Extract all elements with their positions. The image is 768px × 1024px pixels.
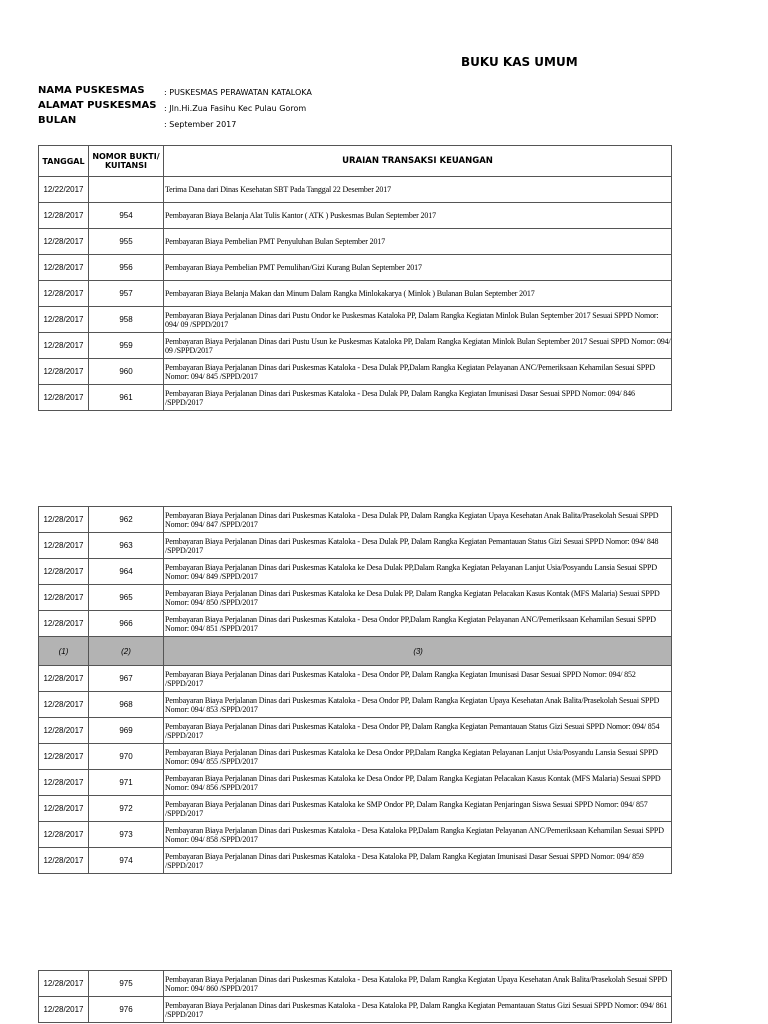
cell-number: 959 xyxy=(89,333,164,359)
ledger-table-block3 xyxy=(38,970,672,1023)
cell-number: 956 xyxy=(89,255,164,281)
info-value-nama: : PUSKESMAS PERAWATAN KATALOKA xyxy=(164,88,312,97)
table-row xyxy=(39,666,672,692)
cell-number: 963 xyxy=(89,533,164,559)
cell-description: Pembayaran Biaya Perjalanan Dinas dari Puskesmas Kataloka - Desa Kataloka PP, Dalam Rangka Kegiatan Imunisasi Dasar Sesuai SPPD Nomor: 094/ 859 /SPPD/2017 xyxy=(164,848,672,874)
cell-description: Pembayaran Biaya Perjalanan Dinas dari Puskesmas Kataloka - Desa Ondor PP, Dalam Rangka Kegiatan Upaya Kesehatan Anak Balita/Prasekolah Sesuai SPPD Nomor: 094/ 853 /SPPD/2017 xyxy=(164,692,672,718)
cell-description: Pembayaran Biaya Perjalanan Dinas dari Pustu Usun ke Puskesmas Kataloka PP, Dalam Rangka Kegiatan Minlok Bulan September 2017 Sesuai SPPD Nomor: 094/ 09 /SPPD/2017 xyxy=(164,333,672,359)
ledger-rows xyxy=(39,507,672,637)
cell-description: Pembayaran Biaya Pembelian PMT Penyuluhan Bulan September 2017 xyxy=(164,229,672,255)
table-row xyxy=(39,848,672,874)
cell-date: 12/28/2017 xyxy=(39,559,89,585)
ledger-rows xyxy=(39,971,672,1023)
table-row xyxy=(39,744,672,770)
ledger-table-block2 xyxy=(38,506,672,874)
table-row xyxy=(39,971,672,997)
cell-number: 966 xyxy=(89,611,164,637)
table-row xyxy=(39,507,672,533)
header-date: TANGGAL xyxy=(39,146,89,177)
cell-date: 12/28/2017 xyxy=(39,359,89,385)
table-row xyxy=(39,692,672,718)
cell-number: 970 xyxy=(89,744,164,770)
document-title: BUKU KAS UMUM xyxy=(461,55,578,69)
cell-date: 12/22/2017 xyxy=(39,177,89,203)
table-row xyxy=(39,997,672,1023)
cell-description: Pembayaran Biaya Perjalanan Dinas dari Puskesmas Kataloka - Desa Kataloka PP,Dalam Rangka Kegiatan Pelayanan ANC/Pemeriksaan Kehamilan Sesuai SPPD Nomor: 094/ 858 /SPPD/2017 xyxy=(164,822,672,848)
table-row xyxy=(39,822,672,848)
table-row xyxy=(39,796,672,822)
cell-number: 975 xyxy=(89,971,164,997)
cell-date: 12/28/2017 xyxy=(39,611,89,637)
cell-date: 12/28/2017 xyxy=(39,307,89,333)
cell-date: 12/28/2017 xyxy=(39,997,89,1023)
table-row xyxy=(39,229,672,255)
cell-number: 971 xyxy=(89,770,164,796)
cell-description: Pembayaran Biaya Perjalanan Dinas dari Puskesmas Kataloka - Desa Dulak PP, Dalam Rangka Kegiatan Imunisasi Dasar Sesuai SPPD Nomor: 094/ 846 /SPPD/2017 xyxy=(164,385,672,411)
cell-date: 12/28/2017 xyxy=(39,744,89,770)
cell-date: 12/28/2017 xyxy=(39,281,89,307)
cell-number: 973 xyxy=(89,822,164,848)
cell-date: 12/28/2017 xyxy=(39,533,89,559)
header-description: URAIAN TRANSAKSI KEUANGAN xyxy=(164,146,672,177)
cell-number: 969 xyxy=(89,718,164,744)
cell-date: 12/28/2017 xyxy=(39,770,89,796)
cell-description: Pembayaran Biaya Belanja Makan dan Minum Dalam Rangka Minlokakarya ( Minlok ) Bulanan Bulan September 2017 xyxy=(164,281,672,307)
table-row xyxy=(39,281,672,307)
cell-date: 12/28/2017 xyxy=(39,822,89,848)
info-label-alamat: ALAMAT PUSKESMAS xyxy=(38,100,157,111)
header-number: NOMOR BUKTI/ KUITANSI xyxy=(89,146,164,177)
cell-number xyxy=(89,177,164,203)
ledger-table-block1 xyxy=(38,145,672,411)
cell-date: 12/28/2017 xyxy=(39,507,89,533)
table-row xyxy=(39,203,672,229)
cell-description: Pembayaran Biaya Perjalanan Dinas dari Puskesmas Kataloka ke SMP Ondor PP, Dalam Rangka Kegiatan Penjaringan Siswa Sesuai SPPD Nomor: 094/ 857 /SPPD/2017 xyxy=(164,796,672,822)
table-row xyxy=(39,307,672,333)
cell-description: Pembayaran Biaya Perjalanan Dinas dari Puskesmas Kataloka ke Desa Ondor PP,Dalam Rangka Kegiatan Pelayanan Lanjut Usia/Posyandu Lansia Sesuai SPPD Nomor: 094/ 855 /SPPD/2017 xyxy=(164,744,672,770)
cell-date: 12/28/2017 xyxy=(39,666,89,692)
table-row xyxy=(39,585,672,611)
ledger-rows xyxy=(39,177,672,411)
table-row xyxy=(39,333,672,359)
cell-number: 972 xyxy=(89,796,164,822)
cell-number: 961 xyxy=(89,385,164,411)
cell-number: 954 xyxy=(89,203,164,229)
cell-description: Terima Dana dari Dinas Kesehatan SBT Pada Tanggal 22 Desember 2017 xyxy=(164,177,672,203)
cell-description: Pembayaran Biaya Perjalanan Dinas dari Puskesmas Kataloka - Desa Dulak PP, Dalam Rangka Kegiatan Upaya Kesehatan Anak Balita/Prasekolah Sesuai SPPD Nomor: 094/ 847 /SPPD/2017 xyxy=(164,507,672,533)
table-row xyxy=(39,611,672,637)
info-value-alamat: : Jln.Hi.Zua Fasihu Kec Pulau Gorom xyxy=(164,104,307,113)
cell-number: 962 xyxy=(89,507,164,533)
table-row xyxy=(39,559,672,585)
cell-number: 967 xyxy=(89,666,164,692)
cell-date: 12/28/2017 xyxy=(39,718,89,744)
table-row xyxy=(39,718,672,744)
cell-number: 974 xyxy=(89,848,164,874)
cell-date: 12/28/2017 xyxy=(39,585,89,611)
cell-number: 955 xyxy=(89,229,164,255)
cell-number: 965 xyxy=(89,585,164,611)
colnum-3: (3) xyxy=(164,637,672,666)
info-label-nama: NAMA PUSKESMAS xyxy=(38,85,145,96)
ledger-rows xyxy=(39,666,672,874)
table-header-row xyxy=(39,146,672,177)
colnum-2: (2) xyxy=(89,637,164,666)
cell-number: 968 xyxy=(89,692,164,718)
cell-date: 12/28/2017 xyxy=(39,971,89,997)
cell-description: Pembayaran Biaya Perjalanan Dinas dari Puskesmas Kataloka - Desa Kataloka PP, Dalam Rangka Kegiatan Pemantauan Status Gizi Sesuai SPPD Nomor: 094/ 861 /SPPD/2017 xyxy=(164,997,672,1023)
table-row xyxy=(39,385,672,411)
info-label-bulan: BULAN xyxy=(38,115,77,126)
cell-description: Pembayaran Biaya Perjalanan Dinas dari Puskesmas Kataloka - Desa Kataloka PP, Dalam Rangka Kegiatan Upaya Kesehatan Anak Balita/Prasekolah Sesuai SPPD Nomor: 094/ 860 /SPPD/2017 xyxy=(164,971,672,997)
cell-number: 957 xyxy=(89,281,164,307)
cell-date: 12/28/2017 xyxy=(39,848,89,874)
cell-description: Pembayaran Biaya Perjalanan Dinas dari Puskesmas Kataloka ke Desa Dulak PP,Dalam Rangka Kegiatan Pelayanan Lanjut Usia/Posyandu Lansia Sesuai SPPD Nomor: 094/ 849 /SPPD/2017 xyxy=(164,559,672,585)
cell-date: 12/28/2017 xyxy=(39,333,89,359)
info-value-bulan: : September 2017 xyxy=(164,120,237,129)
table-row xyxy=(39,770,672,796)
cell-date: 12/28/2017 xyxy=(39,796,89,822)
column-number-row xyxy=(39,637,672,666)
cell-date: 12/28/2017 xyxy=(39,255,89,281)
cell-description: Pembayaran Biaya Belanja Alat Tulis Kantor ( ATK ) Puskesmas Bulan September 2017 xyxy=(164,203,672,229)
cell-description: Pembayaran Biaya Perjalanan Dinas dari Puskesmas Kataloka - Desa Ondor PP, Dalam Rangka Kegiatan Pemantauan Status Gizi Sesuai SPPD Nomor: 094/ 854 /SPPD/2017 xyxy=(164,718,672,744)
table-row xyxy=(39,255,672,281)
cell-description: Pembayaran Biaya Perjalanan Dinas dari Puskesmas Kataloka - Desa Dulak PP,Dalam Rangka Kegiatan Pelayanan ANC/Pemeriksaan Kehamilan Sesuai SPPD Nomor: 094/ 845 /SPPD/2017 xyxy=(164,359,672,385)
cell-description: Pembayaran Biaya Perjalanan Dinas dari Puskesmas Kataloka - Desa Dulak PP, Dalam Rangka Kegiatan Pemantauan Status Gizi Sesuai SPPD Nomor: 094/ 848 /SPPD/2017 xyxy=(164,533,672,559)
cell-description: Pembayaran Biaya Pembelian PMT Pemulihan/Gizi Kurang Bulan September 2017 xyxy=(164,255,672,281)
table-row xyxy=(39,359,672,385)
cell-description: Pembayaran Biaya Perjalanan Dinas dari Puskesmas Kataloka ke Desa Dulak PP, Dalam Rangka Kegiatan Pelacakan Kasus Kontak (MFS Malaria) Sesuai SPPD Nomor: 094/ 850 /SPPD/2017 xyxy=(164,585,672,611)
cell-number: 976 xyxy=(89,997,164,1023)
cell-description: Pembayaran Biaya Perjalanan Dinas dari Puskesmas Kataloka - Desa Ondor PP,Dalam Rangka Kegiatan Pelayanan ANC/Pemeriksaan Kehamilan Sesuai SPPD Nomor: 094/ 851 /SPPD/2017 xyxy=(164,611,672,637)
cell-date: 12/28/2017 xyxy=(39,229,89,255)
cell-date: 12/28/2017 xyxy=(39,692,89,718)
cell-description: Pembayaran Biaya Perjalanan Dinas dari Puskesmas Kataloka - Desa Ondor PP, Dalam Rangka Kegiatan Imunisasi Dasar Sesuai SPPD Nomor: 094/ 852 /SPPD/2017 xyxy=(164,666,672,692)
cell-number: 964 xyxy=(89,559,164,585)
cell-description: Pembayaran Biaya Perjalanan Dinas dari Pustu Ondor ke Puskesmas Kataloka PP, Dalam Rangka Kegiatan Minlok Bulan September 2017 Sesuai SPPD Nomor: 094/ 09 /SPPD/2017 xyxy=(164,307,672,333)
table-row xyxy=(39,177,672,203)
cell-description: Pembayaran Biaya Perjalanan Dinas dari Puskesmas Kataloka ke Desa Ondor PP, Dalam Rangka Kegiatan Pelacakan Kasus Kontak (MFS Malaria) Sesuai SPPD Nomor: 094/ 856 /SPPD/2017 xyxy=(164,770,672,796)
table-row xyxy=(39,533,672,559)
cell-date: 12/28/2017 xyxy=(39,385,89,411)
cell-number: 958 xyxy=(89,307,164,333)
cell-date: 12/28/2017 xyxy=(39,203,89,229)
cell-number: 960 xyxy=(89,359,164,385)
colnum-1: (1) xyxy=(39,637,89,666)
